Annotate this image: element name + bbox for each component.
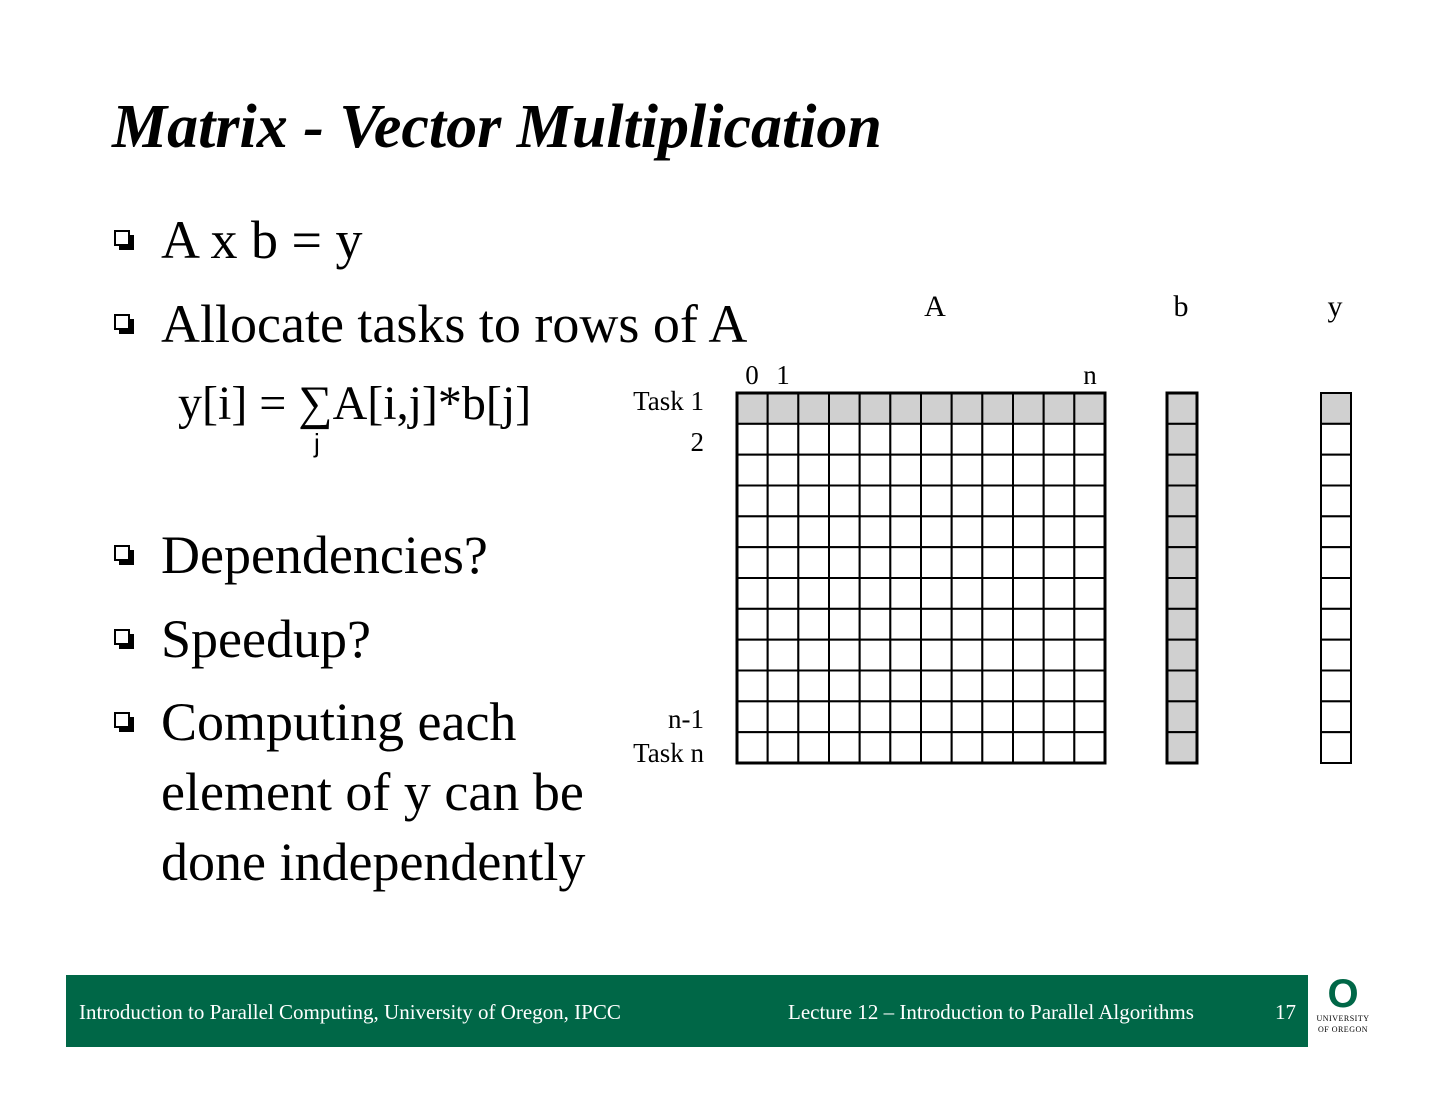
matrix-cell: [798, 609, 829, 640]
matrix-cell: [860, 393, 891, 424]
matrix-cell: [860, 455, 891, 486]
matrix-cell: [1044, 701, 1075, 732]
matrix-cell: [982, 578, 1013, 609]
logo-line-2: OF OREGON: [1317, 1025, 1369, 1034]
vector-b-cell: [1167, 547, 1197, 578]
vector-y-cell: [1321, 701, 1351, 732]
matrix-cell: [829, 609, 860, 640]
vector-b-cell: [1167, 578, 1197, 609]
matrix-cell: [829, 516, 860, 547]
bullet-text: Speedup?: [161, 609, 371, 669]
matrix-cell: [982, 547, 1013, 578]
matrix-cell: [737, 547, 768, 578]
matrix-cell: [737, 455, 768, 486]
matrix-cell: [768, 701, 799, 732]
matrix-cell: [1013, 424, 1044, 455]
matrix-cell: [737, 671, 768, 702]
matrix-cell: [890, 609, 921, 640]
matrix-cell: [829, 701, 860, 732]
matrix-cell: [860, 701, 891, 732]
matrix-cell: [1013, 393, 1044, 424]
matrix-cell: [860, 516, 891, 547]
matrix-cell: [1013, 671, 1044, 702]
matrix-cell: [952, 609, 983, 640]
matrix-a-label: A: [924, 290, 946, 323]
matrix-cell: [798, 455, 829, 486]
matrix-cell: [860, 486, 891, 517]
matrix-cell: [952, 701, 983, 732]
matrix-cell: [1044, 455, 1075, 486]
matrix-cell: [1044, 547, 1075, 578]
vector-y-cell: [1321, 455, 1351, 486]
matrix-cell: [982, 516, 1013, 547]
university-logo: [1311, 972, 1375, 1047]
footer-lecture: Lecture 12 – Introduction to Parallel Algorithms: [788, 1000, 1194, 1024]
matrix-cell: [982, 701, 1013, 732]
matrix-cell: [768, 486, 799, 517]
matrix-cell: [952, 424, 983, 455]
matrix-cell: [737, 732, 768, 763]
matrix-cell: [829, 486, 860, 517]
matrix-cell: [1074, 701, 1105, 732]
matrix-cell: [860, 671, 891, 702]
matrix-cell: [768, 578, 799, 609]
footer-page-number: 17: [1275, 1000, 1296, 1024]
matrix-cell: [1044, 609, 1075, 640]
matrix-cell: [921, 393, 952, 424]
matrix-cell: [768, 424, 799, 455]
matrix-cell: [1013, 486, 1044, 517]
matrix-a-grid: [737, 393, 1105, 763]
matrix-cell: [982, 424, 1013, 455]
matrix-cell: [798, 486, 829, 517]
matrix-cell: [921, 732, 952, 763]
matrix-cell: [737, 486, 768, 517]
vector-b-cell: [1167, 732, 1197, 763]
matrix-cell: [829, 393, 860, 424]
matrix-cell: [952, 640, 983, 671]
vector-y-cell: [1321, 393, 1351, 424]
matrix-cell: [860, 578, 891, 609]
matrix-cell: [860, 424, 891, 455]
matrix-cell: [1013, 701, 1044, 732]
matrix-cell: [798, 578, 829, 609]
matrix-cell: [798, 701, 829, 732]
matrix-cell: [798, 516, 829, 547]
matrix-cell: [890, 516, 921, 547]
vector-b-cell: [1167, 486, 1197, 517]
matrix-cell: [768, 732, 799, 763]
matrix-cell: [982, 393, 1013, 424]
matrix-cell: [982, 640, 1013, 671]
vector-y-cell: [1321, 516, 1351, 547]
vector-y-cell: [1321, 609, 1351, 640]
matrix-cell: [829, 578, 860, 609]
matrix-cell: [1044, 486, 1075, 517]
matrix-cell: [737, 609, 768, 640]
matrix-cell: [798, 640, 829, 671]
bullet-text: Dependencies?: [161, 525, 488, 585]
matrix-cell: [798, 424, 829, 455]
vector-b-cell: [1167, 516, 1197, 547]
matrix-cell: [952, 516, 983, 547]
vector-b-cell: [1167, 671, 1197, 702]
vector-b-cell: [1167, 393, 1197, 424]
matrix-cell: [1013, 732, 1044, 763]
matrix-cell: [1074, 671, 1105, 702]
matrix-cell: [829, 671, 860, 702]
matrix-cell: [1074, 486, 1105, 517]
matrix-cell: [921, 516, 952, 547]
matrix-cell: [1074, 516, 1105, 547]
matrix-cell: [737, 578, 768, 609]
matrix-cell: [829, 732, 860, 763]
matrix-cell: [982, 671, 1013, 702]
matrix-cell: [1074, 547, 1105, 578]
sum-formula: y[i] = ∑A[i,j]*b[j]: [178, 377, 532, 430]
matrix-cell: [982, 732, 1013, 763]
matrix-cell: [1013, 609, 1044, 640]
vector-y-cell: [1321, 578, 1351, 609]
vector-b-cell: [1167, 701, 1197, 732]
oregon-o-logo-icon: O: [1327, 972, 1359, 1016]
matrix-cell: [737, 640, 768, 671]
matrix-cell: [737, 701, 768, 732]
vector-b-cell: [1167, 424, 1197, 455]
matrix-cell: [921, 547, 952, 578]
vector-y-cell: [1321, 486, 1351, 517]
matrix-cell: [1013, 640, 1044, 671]
matrix-cell: [1013, 578, 1044, 609]
matrix-cell: [768, 516, 799, 547]
matrix-cell: [1044, 671, 1075, 702]
row-label-task-1: Task 1: [633, 386, 704, 416]
row-label-n-minus-1: n-1: [668, 704, 704, 734]
matrix-cell: [952, 393, 983, 424]
matrix-cell: [952, 455, 983, 486]
matrix-cell: [1074, 393, 1105, 424]
row-label-2: 2: [690, 427, 704, 457]
matrix-cell: [890, 640, 921, 671]
vector-y-column: [1321, 393, 1351, 763]
matrix-cell: [829, 640, 860, 671]
matrix-cell: [1044, 516, 1075, 547]
matrix-cell: [860, 640, 891, 671]
matrix-cell: [952, 578, 983, 609]
matrix-cell: [921, 455, 952, 486]
matrix-cell: [921, 640, 952, 671]
matrix-cell: [982, 486, 1013, 517]
vector-b-label: b: [1173, 290, 1189, 323]
matrix-cell: [890, 578, 921, 609]
bullet-text: Allocate tasks to rows of A: [161, 294, 748, 354]
matrix-cell: [1074, 732, 1105, 763]
matrix-cell: [768, 547, 799, 578]
matrix-cell: [1013, 516, 1044, 547]
matrix-cell: [829, 547, 860, 578]
col-label-0: 0: [745, 360, 759, 390]
matrix-cell: [798, 732, 829, 763]
matrix-cell: [798, 547, 829, 578]
vector-b-cell: [1167, 609, 1197, 640]
vector-y-cell: [1321, 732, 1351, 763]
matrix-cell: [1074, 578, 1105, 609]
matrix-cell: [890, 424, 921, 455]
matrix-cell: [890, 455, 921, 486]
matrix-cell: [890, 701, 921, 732]
matrix-cell: [921, 671, 952, 702]
matrix-cell: [768, 609, 799, 640]
matrix-cell: [952, 671, 983, 702]
matrix-cell: [890, 732, 921, 763]
matrix-cell: [1044, 578, 1075, 609]
matrix-cell: [768, 640, 799, 671]
matrix-cell: [1013, 547, 1044, 578]
matrix-cell: [860, 732, 891, 763]
matrix-cell: [1044, 732, 1075, 763]
matrix-cell: [1074, 609, 1105, 640]
matrix-cell: [798, 671, 829, 702]
matrix-cell: [768, 671, 799, 702]
matrix-cell: [921, 424, 952, 455]
matrix-cell: [1044, 640, 1075, 671]
matrix-cell: [1044, 393, 1075, 424]
matrix-cell: [890, 547, 921, 578]
matrix-cell: [768, 393, 799, 424]
bullet-text-line-1: Computing each: [161, 692, 517, 752]
matrix-cell: [952, 486, 983, 517]
matrix-cell: [1074, 424, 1105, 455]
matrix-cell: [890, 393, 921, 424]
matrix-cell: [982, 455, 1013, 486]
matrix-cell: [982, 609, 1013, 640]
matrix-cell: [768, 455, 799, 486]
matrix-cell: [921, 486, 952, 517]
matrix-cell: [860, 547, 891, 578]
matrix-cell: [921, 578, 952, 609]
matrix-cell: [1074, 455, 1105, 486]
matrix-cell: [737, 393, 768, 424]
vector-y-cell: [1321, 424, 1351, 455]
bullet-text: A x b = y: [161, 210, 363, 270]
matrix-cell: [1074, 640, 1105, 671]
matrix-cell: [737, 516, 768, 547]
footer-course: Introduction to Parallel Computing, University of Oregon, IPCC: [79, 1000, 621, 1024]
matrix-cell: [921, 609, 952, 640]
col-label-1: 1: [776, 360, 790, 390]
matrix-cell: [829, 455, 860, 486]
vector-y-label: y: [1327, 290, 1343, 323]
matrix-cell: [952, 547, 983, 578]
sum-subscript: j: [314, 428, 320, 458]
footer-bar: [66, 975, 1308, 1047]
matrix-cell: [798, 393, 829, 424]
logo-line-1: UNIVERSITY: [1316, 1014, 1370, 1023]
vector-y-cell: [1321, 640, 1351, 671]
matrix-cell: [1013, 455, 1044, 486]
slide-title: Matrix - Vector Multiplication: [112, 93, 882, 161]
matrix-cell: [737, 424, 768, 455]
vector-b-cell: [1167, 455, 1197, 486]
matrix-cell: [829, 424, 860, 455]
matrix-cell: [860, 609, 891, 640]
vector-y-cell: [1321, 547, 1351, 578]
bullet-text-line-2: element of y can be: [161, 762, 584, 822]
row-label-task-n: Task n: [633, 738, 704, 768]
col-label-n: n: [1083, 360, 1097, 390]
matrix-cell: [921, 701, 952, 732]
vector-y-cell: [1321, 671, 1351, 702]
vector-b-column: [1167, 393, 1197, 763]
matrix-cell: [890, 486, 921, 517]
vector-b-cell: [1167, 640, 1197, 671]
bullet-text-line-3: done independently: [161, 832, 586, 892]
matrix-cell: [952, 732, 983, 763]
matrix-cell: [890, 671, 921, 702]
matrix-cell: [1044, 424, 1075, 455]
